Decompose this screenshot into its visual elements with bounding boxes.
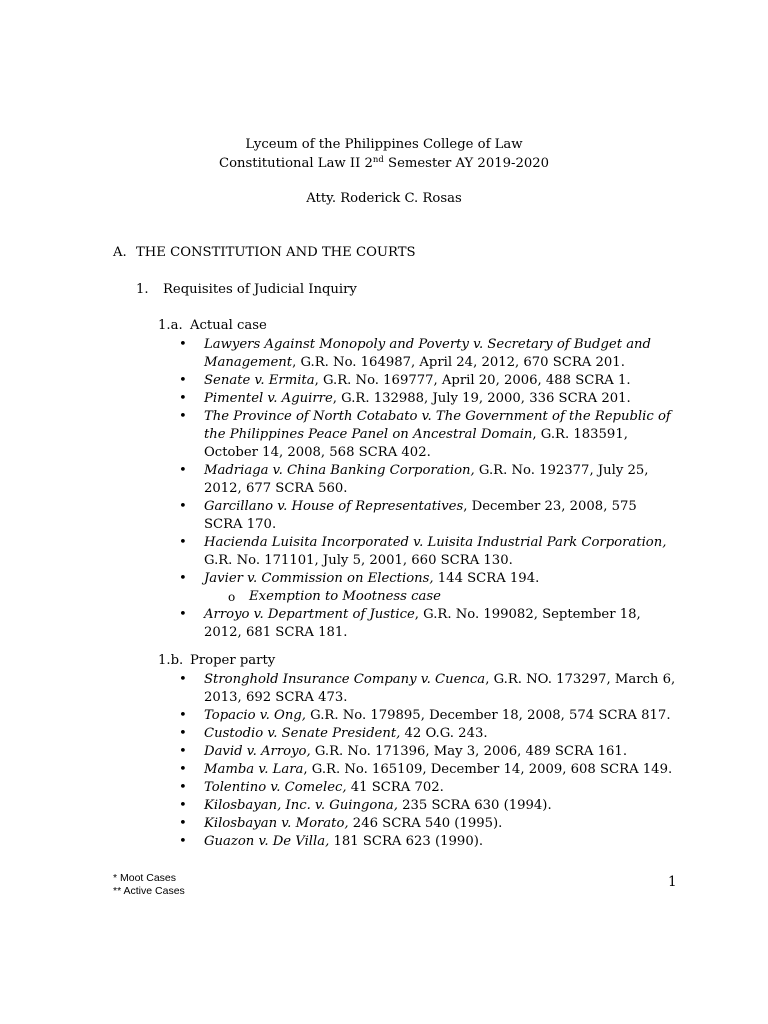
list-item: • Madriaga v. China Banking Corporation, G.R. No. 192377, July 25, 2012, 677 SCRA 560.: [179, 463, 649, 496]
bullet-icon: •: [179, 726, 187, 741]
list-item: • Javier v. Commission on Elections, 144 SCRA 194.: [179, 571, 540, 586]
bullet-icon: •: [179, 535, 187, 550]
bullet-icon: •: [179, 373, 187, 388]
list-item: • Kilosbayan v. Morato, 246 SCRA 540 (1995).: [179, 816, 503, 831]
subsection-1a-heading: 1.a. Actual case: [158, 318, 267, 333]
list-item: • Kilosbayan, Inc. v. Guingona, 235 SCRA 630 (1994).: [179, 798, 552, 813]
bullet-icon: •: [179, 762, 187, 777]
list-item: • The Province of North Cotabato v. The Government of the Republic of the Philippines Peace Panel on Ancestral Domain, G.R. 183591, October 14, 2008, 568 SCRA 402.: [179, 409, 671, 460]
list-item: • Hacienda Luisita Incorporated v. Luisita Industrial Park Corporation, G.R. No. 171101, July 5, 2001, 660 SCRA 130.: [179, 535, 667, 568]
list-item: • Mamba v. Lara, G.R. No. 165109, December 14, 2009, 608 SCRA 149.: [179, 762, 673, 777]
list-item: • David v. Arroyo, G.R. No. 171396, May 3, 2006, 489 SCRA 161.: [179, 744, 628, 759]
bullet-icon: •: [179, 708, 187, 723]
section-a-label: A.: [113, 245, 127, 260]
footnote-moot: * Moot Cases: [113, 872, 177, 884]
subsection-1b-heading: 1.b. Proper party: [158, 653, 276, 668]
page-number: 1: [668, 874, 677, 890]
bullet-icon: •: [179, 798, 187, 813]
actual-case-list: [0, 336, 679, 642]
bullet-icon: •: [179, 607, 187, 622]
bullet-icon: •: [179, 744, 187, 759]
bullet-icon: •: [179, 816, 187, 831]
bullet-icon: •: [179, 571, 187, 586]
bullet-icon: •: [179, 337, 187, 352]
list-item: • Lawyers Against Monopoly and Poverty v. Secretary of Budget and Management, G.R. No. 164987, April 24, 2012, 670 SCRA 201.: [179, 337, 651, 370]
section-a-title: THE CONSTITUTION AND THE COURTS: [136, 245, 416, 260]
list-item: • Custodio v. Senate President, 42 O.G. 243.: [179, 726, 488, 741]
bullet-icon: •: [179, 672, 187, 687]
list-item: • Garcillano v. House of Representatives, December 23, 2008, 575 SCRA 170.: [179, 499, 637, 532]
bullet-icon: •: [179, 499, 187, 514]
section-1-label: 1.: [136, 282, 149, 297]
list-item: • Stronghold Insurance Company v. Cuenca, G.R. NO. 173297, March 6, 2013, 692 SCRA 473.: [179, 672, 676, 705]
list-item: • Arroyo v. Department of Justice, G.R. No. 199082, September 18, 2012, 681 SCRA 181.: [179, 607, 641, 640]
author-name: Atty. Roderick C. Rosas: [306, 191, 462, 206]
bullet-icon: •: [179, 409, 187, 424]
bullet-icon: •: [179, 463, 187, 478]
course-title: Constitutional Law II 2nd Semester AY 2019-2020: [218, 155, 550, 171]
section-1-title: Requisites of Judicial Inquiry: [163, 282, 357, 297]
proper-party-list: [0, 671, 679, 851]
bullet-icon: •: [179, 780, 187, 795]
list-item: • Topacio v. Ong, G.R. No. 179895, December 18, 2008, 574 SCRA 817.: [179, 708, 671, 723]
document-header: [0, 135, 768, 173]
list-item: • Tolentino v. Comelec, 41 SCRA 702.: [179, 780, 444, 795]
footnotes: [113, 872, 185, 898]
list-item: • Guazon v. De Villa, 181 SCRA 623 (1990).: [179, 834, 484, 849]
list-item: • Senate v. Ermita, G.R. No. 169777, April 20, 2006, 488 SCRA 1.: [179, 373, 631, 388]
footnote-active: ** Active Cases: [113, 885, 185, 897]
list-item: • Pimentel v. Aguirre, G.R. 132988, July 19, 2000, 336 SCRA 201.: [179, 391, 631, 406]
bullet-icon: •: [179, 834, 187, 849]
hollow-bullet-icon: o: [228, 590, 236, 604]
bullet-icon: •: [179, 391, 187, 406]
school-name: Lyceum of the Philippines College of Law: [245, 137, 523, 152]
list-item-subnote: o Exemption to Mootness case: [228, 589, 441, 604]
